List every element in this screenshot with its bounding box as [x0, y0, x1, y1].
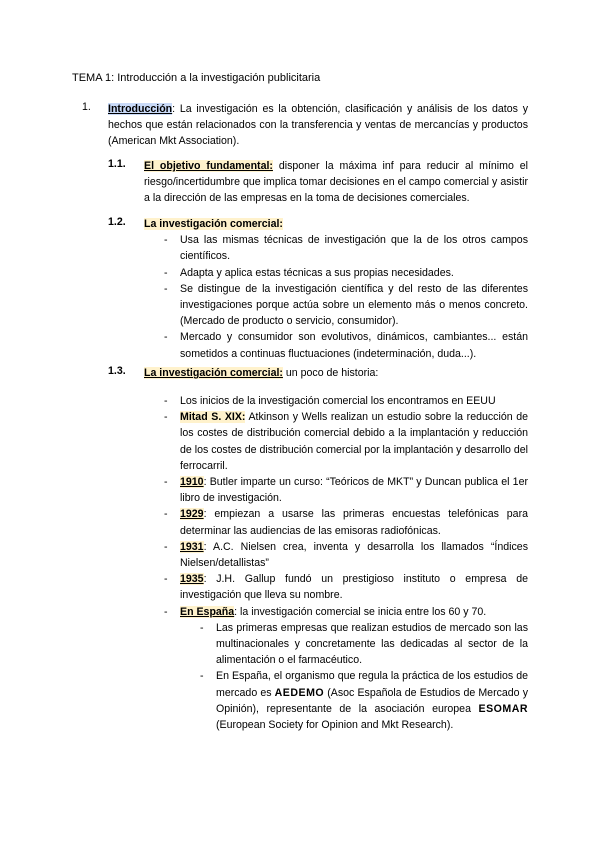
list-item: - Usa las mismas técnicas de investigación que la de los otros campos científicos.: [162, 232, 528, 264]
subsection-1-3: [108, 365, 528, 381]
history-item: [162, 506, 528, 538]
nested-text: (European Society for Opinion and Mkt Research).: [216, 719, 454, 732]
history-label: 1931: [180, 540, 204, 553]
nested-list: [198, 620, 528, 733]
history-item: [162, 604, 528, 734]
acronym-esomar: ESOMAR: [478, 702, 528, 715]
subsection-1-3-number: 1.3.: [108, 365, 126, 377]
history-label: 1910: [180, 476, 204, 489]
history-label: 1929: [180, 508, 204, 521]
history-text: : J.H. Gallup fundó un prestigioso instituto o empresa de investigación que lleva su nombre.: [180, 573, 528, 602]
history-text: : A.C. Nielsen crea, inventa y desarrolla los llamados “Índices Nielsen/detallistas”: [180, 540, 528, 570]
subsection-1-2-number: 1.2.: [108, 216, 126, 228]
nested-text: En España, el organismo que regula la práctica de los estudios de mercado es: [216, 670, 528, 699]
history-text: : la investigación comercial se inicia entre los 60 y 70.: [234, 605, 487, 618]
section-1-heading: Introducción: [108, 103, 173, 115]
history-label: 1935: [180, 573, 204, 586]
history-item: [162, 474, 528, 506]
list-item: - Se distingue de la investigación científica y del resto de las diferentes investigaciones porque actúa sobre un elemento más o menos concreto. (Mercado de producto o servicio, consumidor).: [162, 281, 528, 330]
subsection-1-2-body: [144, 216, 528, 362]
nested-item: [198, 668, 528, 733]
section-1: [72, 101, 528, 150]
list-item: - Adapta y aplica estas técnicas a sus propias necesidades.: [162, 265, 528, 281]
history-text: Atkinson y Wells realizan un estudio sobre la reducción de los costes de distribución comercial debido a la implantación y reducción de los costes de distribución comercial por la implantación y desarrollo del ferrocarril.: [180, 411, 529, 472]
list-item: - Mercado y consumidor son evolutivos, dinámicos, cambiantes... están sometidos a continuas fluctuaciones (indeterminación, duda...).: [162, 329, 528, 361]
section-1-body: [108, 101, 528, 150]
subsection-1-1-number: 1.1.: [108, 158, 126, 170]
subsection-1-2-heading: La investigación comercial:: [144, 218, 283, 230]
history-label: Mitad S. XIX:: [180, 411, 246, 424]
history-label: En España: [180, 605, 235, 618]
subsection-1-1: [108, 158, 528, 207]
history-text: : empiezan a usarse las primeras encuestas telefónicas para determinar las audiencias de las emisoras radiofónicas.: [180, 508, 528, 537]
acronym-aedemo: AEDEMO: [274, 686, 325, 699]
history-item: [162, 393, 528, 409]
subsection-1-1-text: disponer la máxima inf para reducir al mínimo el riesgo/incertidumbre que implica tomar decisiones en el campo comercial y asistir a la dirección de las empresas en la toma de decisiones comerciales.: [144, 160, 529, 205]
section-1-number: 1.: [82, 101, 91, 113]
subsection-1-2-list: [162, 232, 528, 362]
history-item: [162, 539, 528, 571]
history-item: [162, 571, 528, 603]
page-title: TEMA 1: Introducción a la investigación publicitaria: [72, 72, 321, 84]
history-list: [162, 393, 528, 733]
history-text: Los inicios de la investigación comercial los encontramos en EEUU: [180, 395, 496, 407]
subsection-1-3-text: un poco de historia:: [282, 367, 379, 379]
nested-text: (Asoc Española de Estudios de Mercado y Opinión), representante de la asociación europea: [216, 686, 528, 715]
subsection-1-3-heading: La investigación comercial:: [144, 367, 283, 379]
subsection-1-2: [108, 216, 528, 362]
history-item: [162, 409, 528, 474]
history-text: : Butler imparte un curso: “Teóricos de MKT” y Duncan publica el 1er libro de investigación.: [180, 476, 528, 505]
subsection-1-3-body: [144, 365, 528, 381]
subsection-1-1-heading: El objetivo fundamental:: [144, 160, 273, 172]
subsection-1-1-body: [144, 158, 528, 207]
section-1-text: : La investigación es la obtención, clasificación y análisis de los datos y hechos que están relacionados con la transferencia y ventas de mercancías y productos (American Mkt Association).: [108, 103, 528, 148]
nested-item: - Las primeras empresas que realizan estudios de mercado son las multinacionales y concretamente las dedicadas al sector de la alimentación o el farmacéutico.: [198, 620, 528, 669]
